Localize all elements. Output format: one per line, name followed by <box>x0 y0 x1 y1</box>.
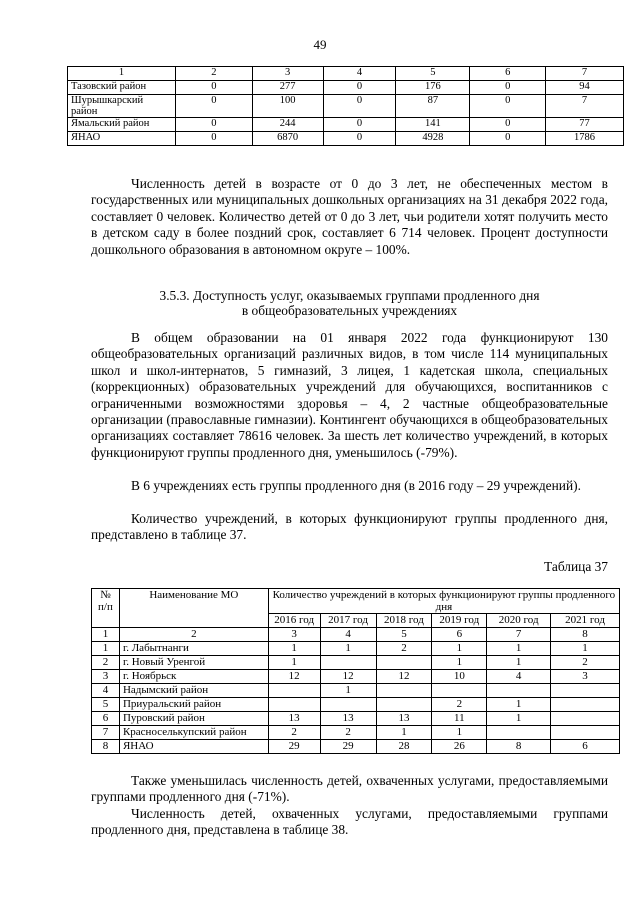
header-cell-year: 2021 год <box>551 614 620 628</box>
table-row <box>68 118 624 132</box>
index-cell: 3 <box>268 628 320 642</box>
table-cell <box>551 712 620 726</box>
table-cell: 0 <box>175 81 252 95</box>
table-cell: 11 <box>432 712 487 726</box>
header-cell: 7 <box>546 67 624 81</box>
table-cell: 2 <box>92 656 120 670</box>
table-cell: 28 <box>376 740 432 754</box>
table-cell: 0 <box>470 81 546 95</box>
table-cell: 1 <box>268 642 320 656</box>
section-heading-line1: 3.5.3. Доступность услуг, оказываемых группами продленного дня <box>159 288 540 303</box>
paragraph-institutions-count: В 6 учреждениях есть группы продленного дня (в 2016 году – 29 учреждений). <box>131 478 581 493</box>
table-cell: 0 <box>323 81 396 95</box>
table-cell: 1786 <box>546 132 624 146</box>
table-cell: 1 <box>92 642 120 656</box>
table-cell <box>551 698 620 712</box>
table-cell <box>320 698 376 712</box>
table-row <box>92 726 620 740</box>
table-cell: 0 <box>323 132 396 146</box>
table-cell: 2 <box>320 726 376 740</box>
table-cell <box>487 684 551 698</box>
table-37 <box>91 588 620 754</box>
section-heading-line2: в общеобразовательных учреждениях <box>241 302 458 318</box>
table-row <box>92 642 620 656</box>
table-row <box>68 132 624 146</box>
table-row <box>92 684 620 698</box>
table-cell-name: Тазовский район <box>68 81 176 95</box>
table-cell: 12 <box>268 670 320 684</box>
table-cell: 12 <box>376 670 432 684</box>
table-cell: 0 <box>323 118 396 132</box>
header-cell: 5 <box>396 67 470 81</box>
table-cell: 277 <box>252 81 323 95</box>
table-header-row <box>92 589 620 614</box>
table-row <box>92 698 620 712</box>
table-cell: 87 <box>396 95 470 118</box>
header-cell-group: Количество учреждений в которых функционируют группы продленного дня <box>268 589 619 614</box>
table-cell: 1 <box>487 642 551 656</box>
table-cell <box>268 684 320 698</box>
table-cell: 8 <box>92 740 120 754</box>
header-cell: 1 <box>68 67 176 81</box>
table-cell: 6 <box>92 712 120 726</box>
table-cell <box>551 726 620 740</box>
table-cell: 1 <box>432 656 487 670</box>
index-cell: 8 <box>551 628 620 642</box>
table-cell-name: Надымский район <box>119 684 268 698</box>
table-cell: 13 <box>376 712 432 726</box>
header-cell-year: 2020 год <box>487 614 551 628</box>
table-row <box>92 712 620 726</box>
table-cell: 3 <box>92 670 120 684</box>
table-cell: 12 <box>320 670 376 684</box>
table-cell: 6 <box>551 740 620 754</box>
table-cell <box>320 656 376 670</box>
table-cell: 244 <box>252 118 323 132</box>
header-cell-name: Наименование МО <box>119 589 268 628</box>
table-cell: 7 <box>92 726 120 740</box>
table-row <box>68 95 624 118</box>
table-cell: 29 <box>320 740 376 754</box>
table-cell: 1 <box>376 726 432 740</box>
table-row <box>92 740 620 754</box>
table-cell: 29 <box>268 740 320 754</box>
header-cell: 3 <box>252 67 323 81</box>
header-cell-year: 2019 год <box>432 614 487 628</box>
table-cell: 1 <box>320 684 376 698</box>
paragraph-children-0-3: Численность детей в возрасте от 0 до 3 лет, не обеспеченных местом в государственных или муниципальных дошкольных организациях на 31 декабря 2022 года, составляет 0 человек. Количество детей от 0 до 3 лет, чьи родители хотят получить место в детском саду в более поздний срок, составляет 6 714 человек. Процент доступности дошкольного образования в автономном округе – 100%. <box>91 176 608 257</box>
table-cell-name: г. Новый Уренгой <box>119 656 268 670</box>
index-cell: 5 <box>376 628 432 642</box>
table-cell: 10 <box>432 670 487 684</box>
section-heading <box>91 289 608 318</box>
table-cell: 13 <box>268 712 320 726</box>
table-cell: 1 <box>487 712 551 726</box>
table-cell: 1 <box>268 656 320 670</box>
index-cell: 1 <box>92 628 120 642</box>
table-row <box>68 81 624 95</box>
table-cell: 0 <box>470 95 546 118</box>
header-cell-year: 2016 год <box>268 614 320 628</box>
paragraph-general-education: В общем образовании на 01 января 2022 года функционируют 130 общеобразовательных организаций различных видов, в том числе 114 муниципальных школ и школ-интернатов, 5 гимназий, 3 лицея, 1 кадетская школа, специальных (коррекционных) образовательных учреждений для обучающихся, воспитанников с ограниченными возможностями здоровья – 4, 2 частные общеобразовательные организации (православные гимназии). Контингент обучающихся в общеобразовательных организациях составляет 78616 человек. За шесть лет количество учреждений, в которых функционируют группы продленного дня, уменьшилось (-79%). <box>91 330 608 460</box>
table-cell <box>432 684 487 698</box>
table-cell: 2 <box>268 726 320 740</box>
table-cell: 13 <box>320 712 376 726</box>
table-cell: 2 <box>376 642 432 656</box>
table-cell: 26 <box>432 740 487 754</box>
table-top <box>67 66 624 146</box>
header-cell-year: 2017 год <box>320 614 376 628</box>
index-cell: 6 <box>432 628 487 642</box>
table-cell-name: Приуральский район <box>119 698 268 712</box>
index-cell: 4 <box>320 628 376 642</box>
table-cell: 77 <box>546 118 624 132</box>
table-header-row <box>68 67 624 81</box>
index-cell: 7 <box>487 628 551 642</box>
header-cell-year: 2018 год <box>376 614 432 628</box>
index-cell: 2 <box>119 628 268 642</box>
table-cell <box>551 684 620 698</box>
table-cell-name: г. Ноябрьск <box>119 670 268 684</box>
table-cell: 1 <box>432 726 487 740</box>
paragraph-table-37-intro: Количество учреждений, в которых функционируют группы продленного дня, представлено в таблице 37. <box>91 511 608 543</box>
header-cell: 4 <box>323 67 396 81</box>
table-cell: 6870 <box>252 132 323 146</box>
table-cell: 100 <box>252 95 323 118</box>
table-cell: 1 <box>487 656 551 670</box>
table-index-row <box>92 628 620 642</box>
table-cell: 0 <box>175 95 252 118</box>
table-cell-name: ЯНАО <box>119 740 268 754</box>
table-cell: 94 <box>546 81 624 95</box>
table-cell: 5 <box>92 698 120 712</box>
table-row <box>92 670 620 684</box>
table-cell <box>376 684 432 698</box>
table-cell <box>487 726 551 740</box>
table-cell-name: Красноселькупский район <box>119 726 268 740</box>
table-cell: 0 <box>175 132 252 146</box>
table-cell: 0 <box>470 118 546 132</box>
header-cell-num: № п/п <box>92 589 120 628</box>
table-cell-name: Пуровский район <box>119 712 268 726</box>
table-cell-name: г. Лабытнанги <box>119 642 268 656</box>
table-cell: 1 <box>432 642 487 656</box>
table-cell: 0 <box>323 95 396 118</box>
table-cell: 1 <box>320 642 376 656</box>
table-cell <box>268 698 320 712</box>
table-cell: 1 <box>551 642 620 656</box>
table-cell: 176 <box>396 81 470 95</box>
header-cell: 6 <box>470 67 546 81</box>
table-cell: 0 <box>470 132 546 146</box>
table-cell-name: Ямальский район <box>68 118 176 132</box>
header-cell: 2 <box>175 67 252 81</box>
table-cell: 3 <box>551 670 620 684</box>
table-cell: 4 <box>487 670 551 684</box>
table-cell: 4928 <box>396 132 470 146</box>
paragraph-children-coverage: Также уменьшилась численность детей, охваченных услугами, предоставляемыми группами продленного дня (-71%). <box>91 773 608 805</box>
table-cell: 4 <box>92 684 120 698</box>
table-caption: Таблица 37 <box>544 559 608 574</box>
table-cell: 141 <box>396 118 470 132</box>
table-row <box>92 656 620 670</box>
table-cell: 1 <box>487 698 551 712</box>
page-number: 49 <box>313 37 327 52</box>
table-cell-name: ЯНАО <box>68 132 176 146</box>
table-cell: 2 <box>551 656 620 670</box>
table-cell <box>376 698 432 712</box>
table-cell: 8 <box>487 740 551 754</box>
table-cell <box>376 656 432 670</box>
table-cell: 0 <box>175 118 252 132</box>
table-cell: 7 <box>546 95 624 118</box>
table-cell: 2 <box>432 698 487 712</box>
paragraph-table-38-intro: Численность детей, охваченных услугами, предоставляемыми группами продленного дня, представлена в таблице 38. <box>91 806 608 838</box>
table-cell-name: Шурышкарский район <box>68 95 176 118</box>
